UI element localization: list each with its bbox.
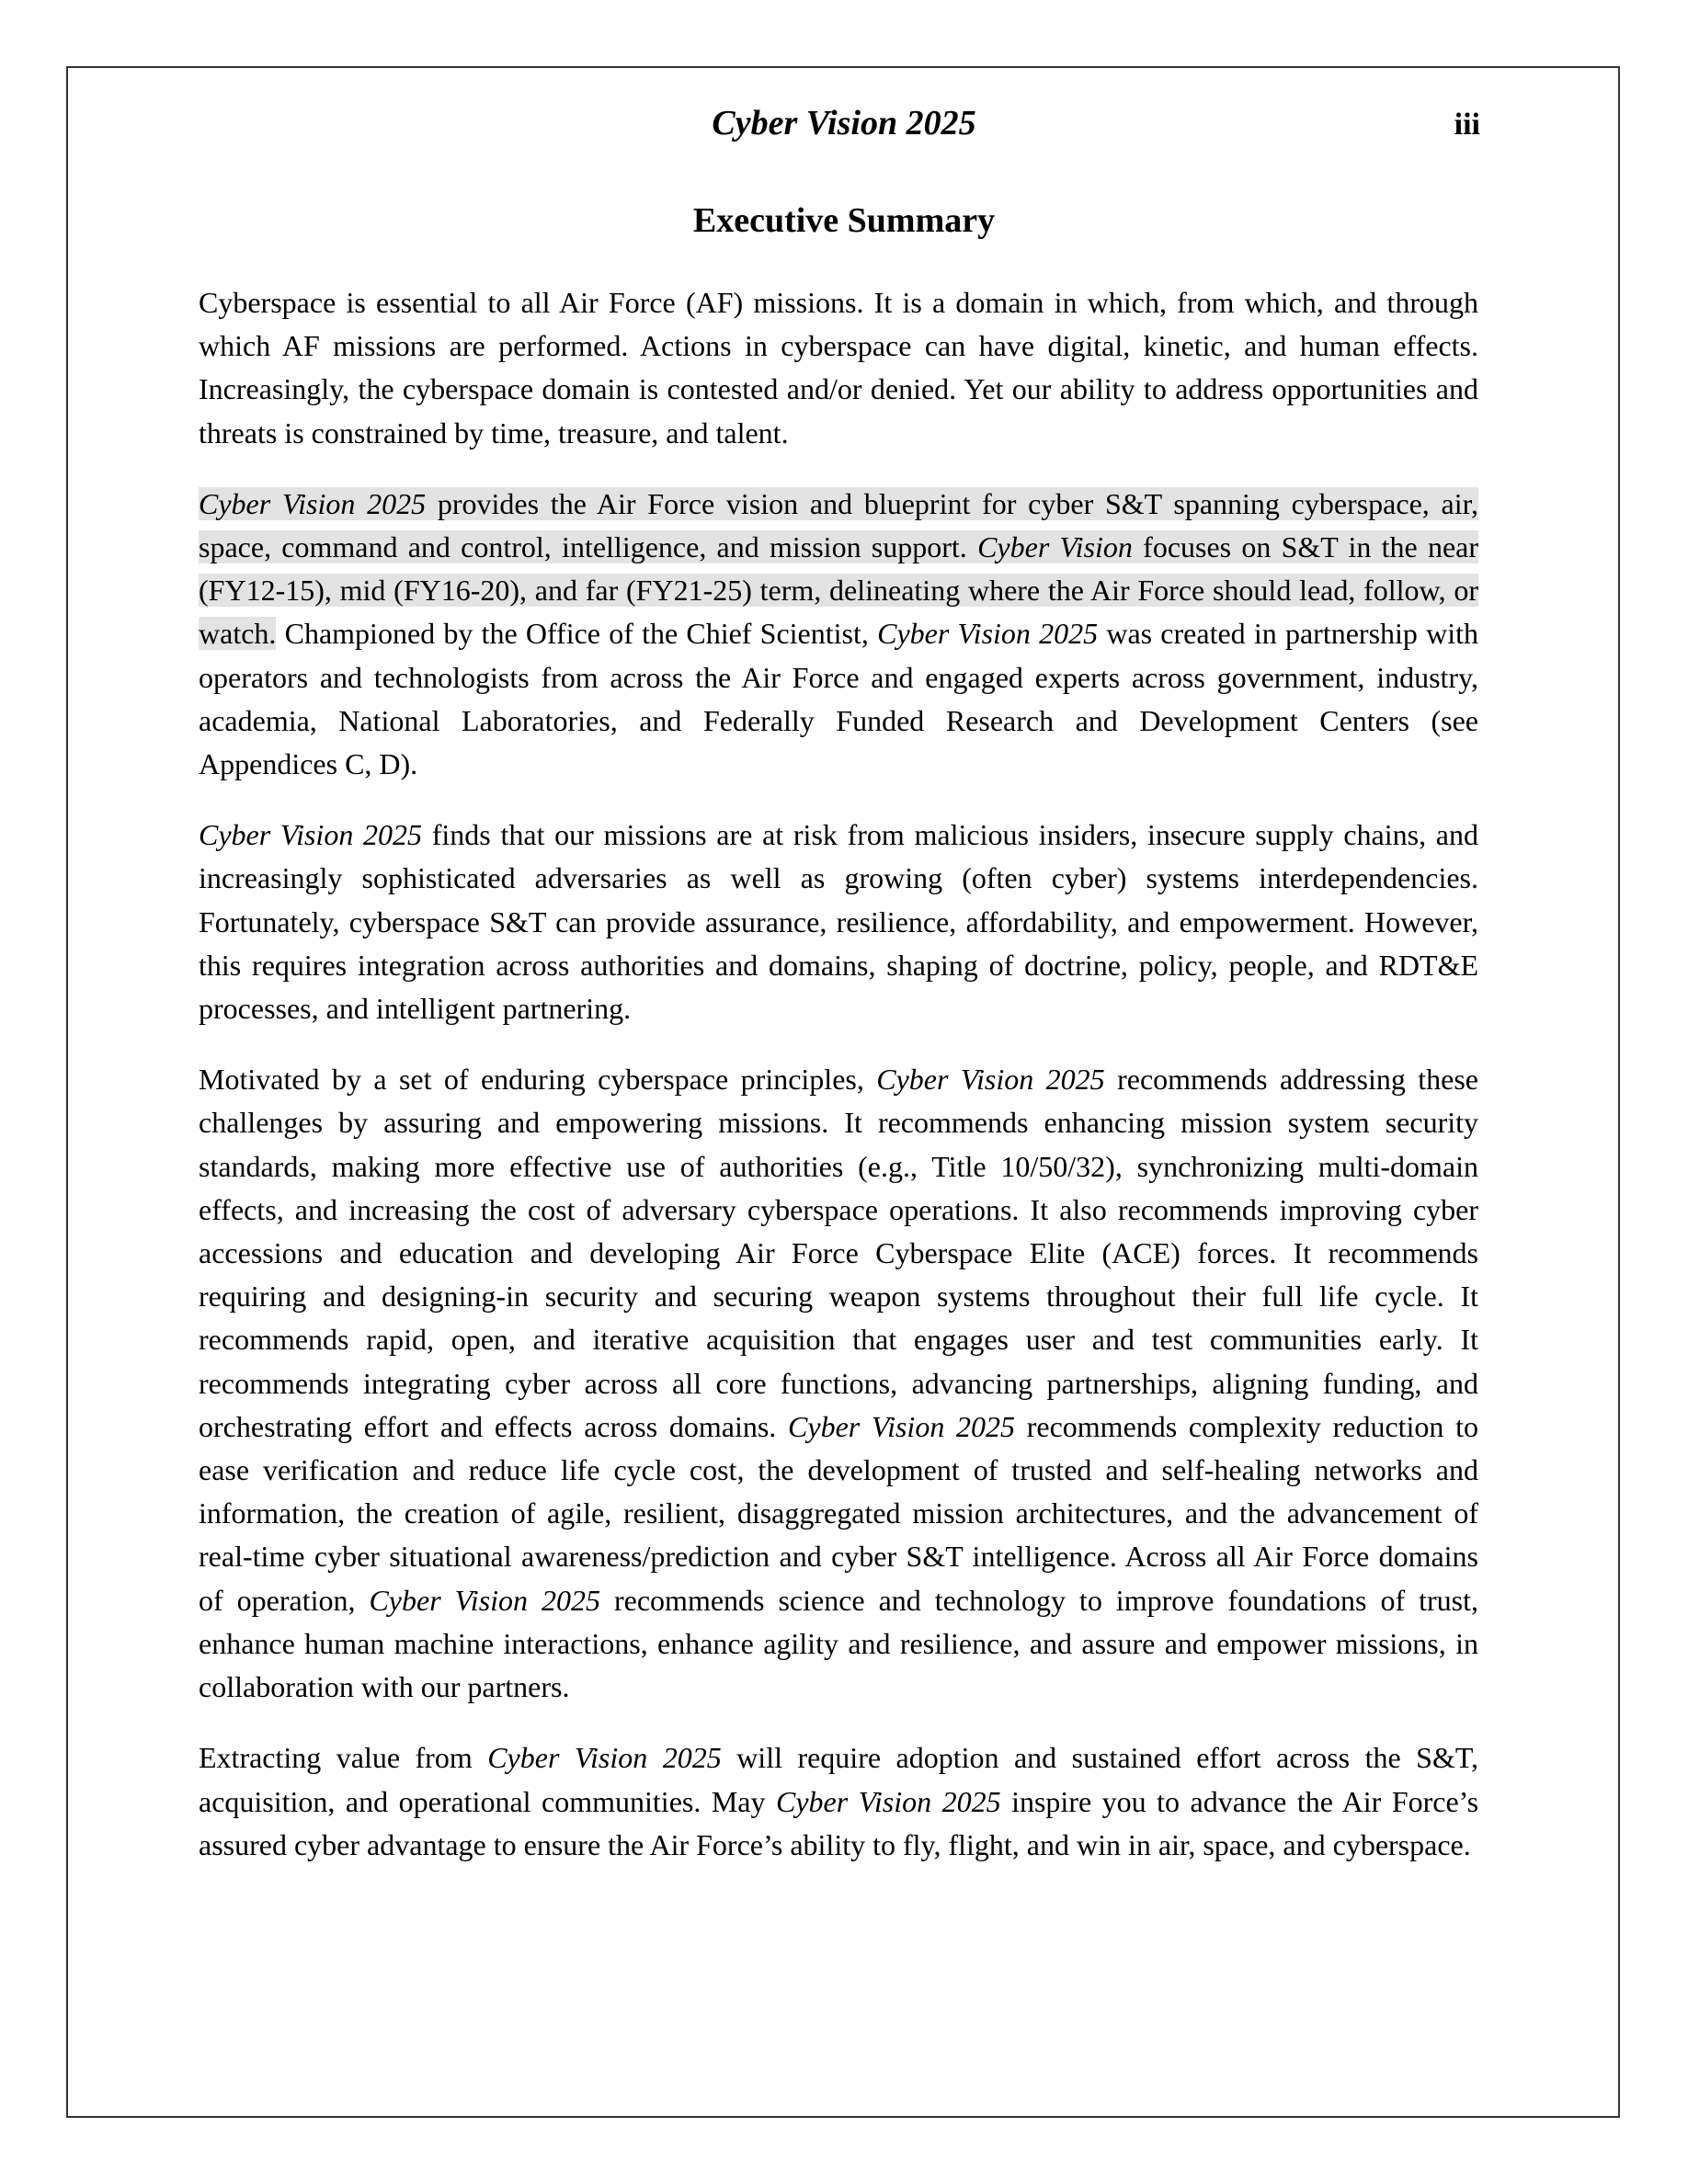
paragraph-1 [199, 281, 1478, 455]
paragraph-text: Cyberspace is essential to all Air Force (AF) missions. It is a domain in which, from which, and through which AF missions are performed. Actions in cyberspace can have digital, kinetic, and human effects. Increasingly, the cyberspace domain is contested and/or denied. Yet our ability to address opportunities and threats is constrained by time, treasure, and talent. [199, 286, 1478, 449]
paragraph-text: provides the Air Force vision and blueprint for cyber S&T spanning cyberspace, air, space, command and control, intelligence, and mission support. [199, 486, 1479, 564]
document-title-reference: Cyber Vision [977, 530, 1133, 564]
paragraph-2 [199, 483, 1478, 786]
document-title-reference: Cyber Vision 2025 [369, 1583, 601, 1617]
document-body [199, 281, 1478, 1894]
document-title-reference: Cyber Vision 2025 [876, 1063, 1105, 1097]
paragraph-text: finds that our missions are at risk from malicious insiders, insecure supply chains, and increasingly sophisticated adversaries as well as growing (often cyber) systems interdependencies. Fortunately, cyberspace S&T can provide assurance, resilience, affordability, and empowerment. However, this requires integration across authorities and domains, shaping of doctrine, policy, people, and RDT&E processes, and intelligent partnering. [199, 818, 1479, 1026]
document-title-reference: Cyber Vision 2025 [199, 818, 423, 852]
document-title-reference: Cyber Vision 2025 [487, 1741, 722, 1775]
paragraph-text: recommends complexity reduction to ease verification and reduce life cycle cost, the development of trusted and self-healing networks and information, the creation of agile, resilient, disaggregated mission architectures, and the advancement of real-time cyber situational awareness/prediction and cyber S&T intelligence. Across all Air Force domains of operation, [199, 1409, 1479, 1617]
running-title: Cyber Vision 2025 [712, 104, 976, 142]
document-title-reference: Cyber Vision 2025 [776, 1784, 1001, 1818]
paragraph-5 [199, 1736, 1478, 1867]
paragraph-text: focuses on S&T in the near (FY12-15), mid (FY16-20), and far (FY21-25) term, delineating where the Air Force should lead, follow, or watch. [199, 530, 1479, 651]
section-heading: Executive Summary [692, 201, 996, 240]
paragraph-text: recommends addressing these challenges by assuring and empowering missions. It recommends enhancing mission system security standards, making more effective use of authorities (e.g., Title 10/50/32), synchronizing multi-domain effects, and increasing the cost of adversary cyberspace operations. It also recommends improving cyber accessions and education and developing Air Force Cyberspace Elite (ACE) forces. It recommends requiring and designing-in security and securing weapon systems throughout their full life cycle. It recommends rapid, open, and iterative acquisition that engages user and test communities early. It recommends integrating cyber across all core functions, advancing partnerships, aligning funding, and orchestrating effort and effects across domains. [199, 1063, 1478, 1443]
document-title-reference: Cyber Vision 2025 [199, 486, 427, 520]
document-title-reference: Cyber Vision 2025 [788, 1409, 1016, 1443]
paragraph-text: Championed by the Office of the Chief Scientist, [276, 617, 878, 651]
paragraph-text: Extracting value from [199, 1741, 488, 1775]
paragraph-text: will require adoption and sustained effort across the S&T, acquisition, and operational communities. May [199, 1741, 1479, 1818]
page-number: iii [1454, 108, 1480, 142]
paragraph-text: was created in partnership with operators and technologists from across the Air Force and engaged experts across government, industry, academia, National Laboratories, and Federally Funded Research and Development Centers (see Appendices C, D). [199, 617, 1479, 781]
paragraph-4 [199, 1058, 1478, 1709]
document-title-reference: Cyber Vision 2025 [877, 617, 1099, 651]
paragraph-text: Motivated by a set of enduring cyberspace principles, [199, 1063, 877, 1097]
paragraph-3 [199, 813, 1478, 1030]
paragraph-text: inspire you to advance the Air Force’s assured cyber advantage to ensure the Air Force’s ability to fly, flight, and win in air, space, and cyberspace. [199, 1784, 1479, 1861]
paragraph-text: recommends science and technology to improve foundations of trust, enhance human machine interactions, enhance agility and resilience, and assure and empower missions, in collaboration with our partners. [199, 1583, 1479, 1704]
